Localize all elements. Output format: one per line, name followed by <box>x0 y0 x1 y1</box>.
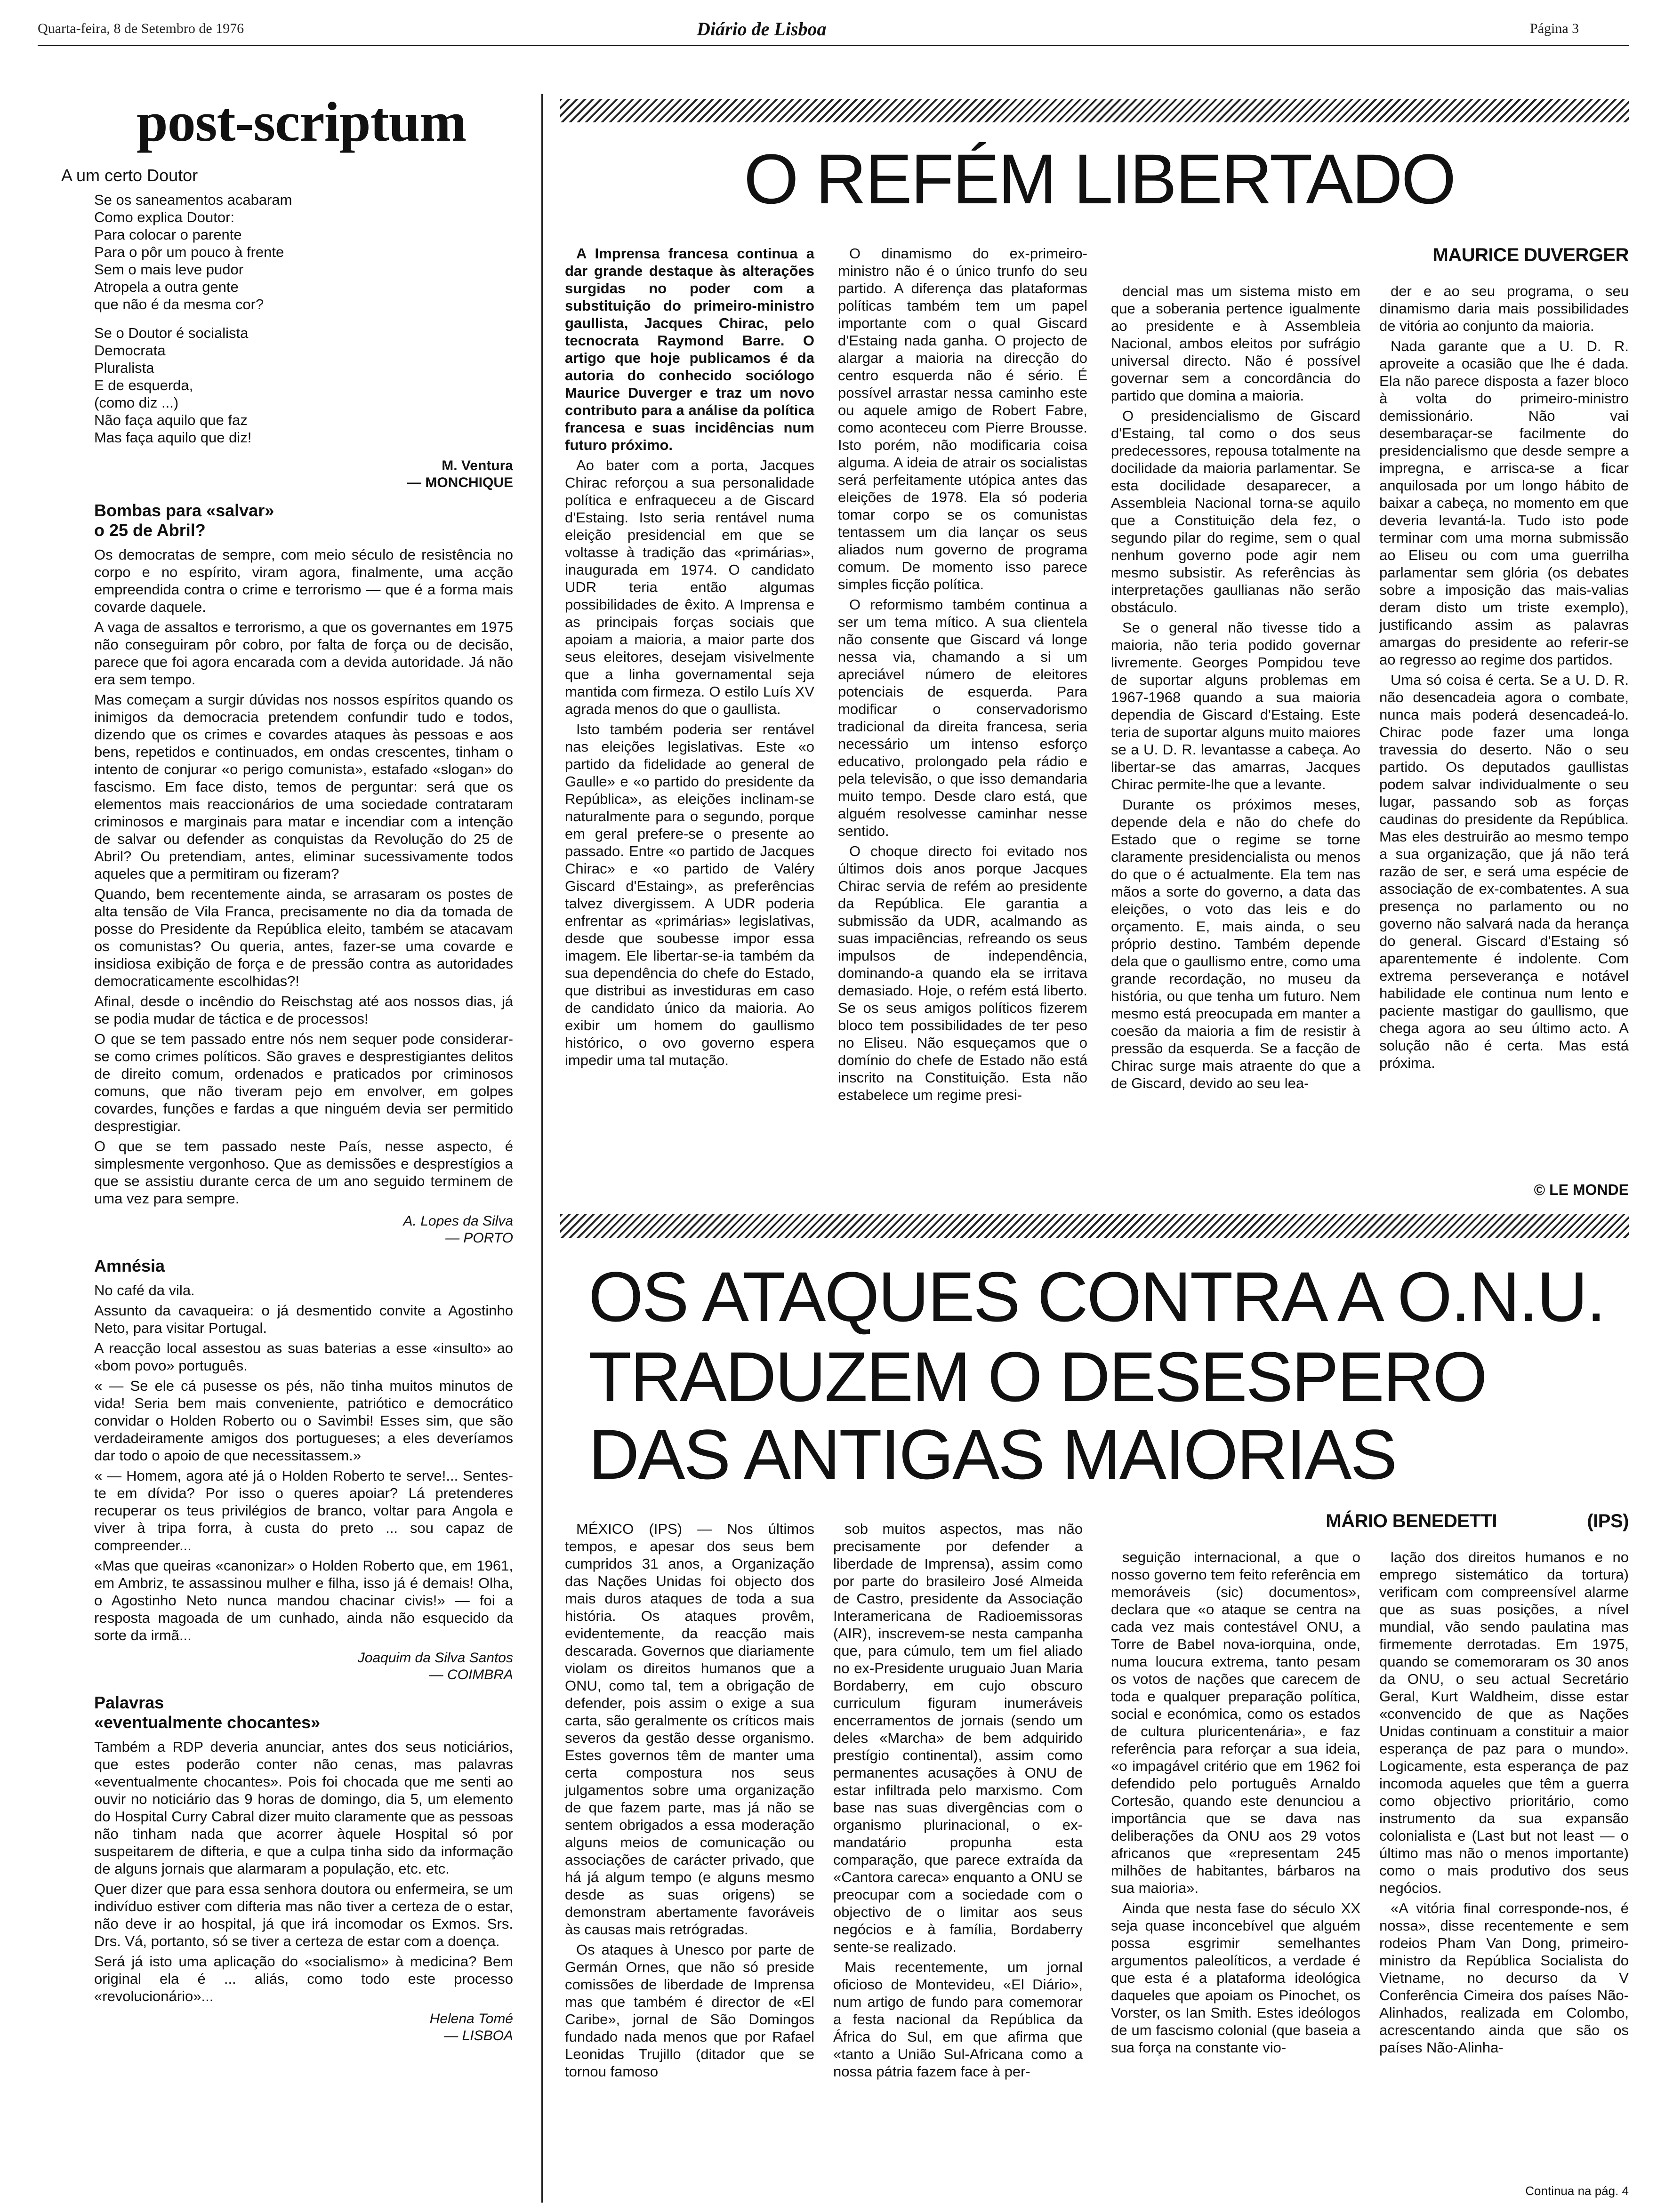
signature: A. Lopes da Silva — PORTO <box>403 1213 513 1246</box>
article-banner <box>560 1214 1629 1238</box>
paragraph: O que se tem passado entre nós nem sequer pode considerar-se como crimes políticos. São graves e desprestigiantes delitos de direito comum, ordenados e praticados por criminosos comuns, que não tiveram pejo em envolver, em golpes covardes, funções e fardas a que ninguém devia ser permitido desprestigiar. <box>94 1031 513 1134</box>
article-column <box>1111 282 1360 1095</box>
paragraph: Ao bater com a porta, Jacques Chirac reforçou a sua personalidade política e enfraqueceu a de Giscard d'Estaing. Isto seria rentável numa eleição presidencial em que se voltasse à tradição das «primárias», inaugurada em 1974. O candidato UDR teria então algumas possibilidades de êxito. A Imprensa e as principais forças sociais que apoiam a maioria, a maior parte dos seus eleitores, desejam visivelmente que a linha governamental seja mantida com firmeza. O estilo Luís XV agrada menos do que o gaullista. <box>565 457 814 717</box>
poem-stanza-1: Se os saneamentos acabaram Como explica Doutor: Para colocar o parente Para o pôr um pouco à frente Sem o mais leve pudor Atropela a outra gente que não é da mesma cor? <box>94 192 292 313</box>
paragraph: «A vitória final corresponde-nos, é nossa», disse recentemente e sem rodeios Pham Van Dong, primeiro-ministro da República Socialista do Vietname, no decurso da V Conferência Cimeira dos países Não-Alinhados, realizada em Colombo, acrescentando ainda que são os países Não-Alinha- <box>1379 1900 1629 2056</box>
letter-title: Bombas para «salvar» o 25 de Abril? <box>94 501 274 540</box>
paragraph: Mais recentemente, um jornal oficioso de Montevideu, «El Diário», num artigo de fundo para comemorar a festa nacional da República da África do Sul, em que afirma que «tanto a União Sul-Africana como a nossa pátria fazem face à per- <box>833 1959 1083 2080</box>
poem-stanza-2: Se o Doutor é socialista Democrata Pluralista E de esquerda, (como diz ...) Não faça aquilo que faz Mas faça aquilo que diz! <box>94 325 252 446</box>
article-credit: © LE MONDE <box>1534 1181 1629 1198</box>
article-column <box>838 245 1087 1106</box>
article-byline: MÁRIO BENEDETTI <box>1326 1511 1497 1531</box>
paragraph: lação dos direitos humanos e no emprego sistemático da tortura) verificam com compreensível alarme que as suas posições, a nível mundial, vão sendo paulatina mas firmemente derrotadas. Em 1975, quando se comemoraram os 30 anos da ONU, o seu actual Secretário Geral, Kurt Waldheim, disse estar «convencido de que as Nações Unidas continuam a constituir a maior esperança de paz para o mundo». Logicamente, esta esperança de paz incomoda aqueles que têm a guerra como objectivo prioritário, como instrumento da sua expansão colonialista e (Last but not least — o último mas não o menos importante) como o mais produtivo dos seus negócios. <box>1379 1549 1629 1896</box>
paragraph: der e ao seu programa, o seu dinamismo daria mais possibilidades de vitória ao conjunto da maioria. <box>1379 283 1629 334</box>
article-column <box>1379 282 1629 1074</box>
paragraph: «Mas que queiras «canonizar» o Holden Roberto que, em 1961, em Ambriz, te assassinou mulher e filha, isso já é demais! Olha, o Agostinho Neto nunca mandou chacinar civis!» — foi a resposta magoada de um cunhado, ainda não esquecido da sorte da irmã... <box>94 1557 513 1643</box>
paragraph: Durante os próximos meses, depende dela e não do chefe do Estado que o regime se torne claramente presidencialista ou menos do que o é actualmente. Ela tem nas mãos a sorte do governo, a data das eleições, o voto das leis e do orçamento. E, mais ainda, o seu próprio destino. Também depende dela que o gaullismo entre, como uma grande recordação, no museu da história, ou que tenha um futuro. Nem mesmo está preocupada em manter a coesão da maioria a fim de resistir à pressão da esquerda. Se a facção de Chirac surge mais atraente do que a de Giscard, devido ao seu lea- <box>1111 796 1360 1091</box>
letter-title: Amnésia <box>94 1256 165 1275</box>
post-scriptum-section <box>42 89 513 2044</box>
article-byline: MAURICE DUVERGER <box>1432 245 1629 265</box>
section-title: post-scriptum <box>137 90 467 153</box>
article-column <box>1379 1548 1629 2059</box>
issue-date: Quarta-feira, 8 de Setembro de 1976 <box>38 21 244 36</box>
signature: Joaquim da Silva Santos — COIMBRA <box>357 1650 513 1683</box>
paragraph: Os democratas de sempre, com meio século de resistência no corpo e no espírito, viram agora, finalmente, uma acção empreendida contra o crime e terrorismo — que é a forma mais covarde daquele. <box>94 546 513 615</box>
paragraph: Quando, bem recentemente ainda, se arrasaram os postes de alta tensão de Vila Franca, precisamente no dia da tomada de posse do Presidente da República eleito, também se atacavam os comunistas? Ou queria, antes, fazer-se uma covarde e insidiosa exibição de força e de pressão contra as autoridades democraticamente escolhidas?! <box>94 886 513 989</box>
paragraph: Quer dizer que para essa senhora doutora ou enfermeira, se um indivíduo estiver com difteria mas não tiver a certeza de o estar, não deve ir ao hospital, já que irá incomodar os Exmos. Srs. Drs. Vá, portanto, só se tiver a certeza de estar com a doença. <box>94 1881 513 1949</box>
paragraph: sob muitos aspectos, mas não precisamente por defender a liberdade de Imprensa), assim como por parte do brasileiro José Almeida de Castro, presidente da Associação Interamericana de Radioemissoras (AIR), inscrevem-se nesta campanha que, para cúmulo, tem um fiel aliado no ex-Presidente uruguaio Juan Maria Bordaberry, em cujo obscuro curriculum figuram inumeráveis encerramentos de jornais (sendo um deles «Marcha» de bem adquirido prestígio continental), assim como permanentes acusações à ONU de estar infiltrada pelo marxismo. Com base nas suas divergências com o organismo plurinacional, o ex-mandatário propunha esta comparação, que parece extraída da «Cantora careca» enquanto a ONU se preocupar com a sociedade com o objectivo de o limitar aos seus negócios e à família, Bordaberry sente-se realizado. <box>833 1521 1083 1955</box>
paragraph: « — Se ele cá pusesse os pés, não tinha muitos minutos de vida! Seria bem mais conveniente, patriótico e democrático convidar o Holden Roberto ou o Savimbi! Esses sim, que são verdadeiramente amigos dos portugueses; a eles deveríamos dar todo o apoio de que necessitassem.» <box>94 1378 513 1464</box>
article-headline-line: DAS ANTIGAS MAIORIAS <box>588 1415 1396 1494</box>
paragraph: seguição internacional, a que o nosso governo tem feito referência em memoráveis (sic) documentos», declara que «o ataque se centra na cada vez mais contestável ONU, a Torre de Babel nova-iorquina, onde, numa loucura extrema, tanto pesam os votos de nações que carecem de toda e qualquer preparação política, social e económica, como os estados de cultura pluricentenária», e faz referência para reforçar a sua ideia, «o impagável critério que em 1962 foi defendido pelo português Arnaldo Cortesão, quando este denunciou a importância que se dava nas deliberações da ONU aos 29 votos africanos que «representam 245 milhões de habitantes, bárbaros na sua maioria». <box>1111 1549 1360 1896</box>
letter-title: Palavras «eventualmente chocantes» <box>94 1693 321 1732</box>
column-divider <box>541 94 543 2203</box>
signature: Helena Tomé — LISBOA <box>429 2011 513 2044</box>
article-column <box>833 1520 1083 2083</box>
article-banner <box>560 99 1629 122</box>
paragraph: Nada garante que a U. D. R. aproveite a ocasião que lhe é dada. Ela não parece disposta a fazer bloco à volta do primeiro-ministro demissionário. Não vai desembaraçar-se facilmente do presidencialismo que desde sempre a impregna, e arrisca-se a ficar anquilosada por um longo hábito de baixar a cabeça, no momento em que deveria levantá-la. Tudo isto pode terminar com uma morna submissão ao Eliseu ou com uma guerrilha parlamentar sem glória (os debates sobre a imposição das mais-valias deram disto um triste exemplo), justificando assim as palavras amargas do presidente ao referir-se ao regresso ao regime dos partidos. <box>1379 338 1629 668</box>
paragraph: A reacção local assestou as suas baterias a esse «insulto» ao «bom povo» português. <box>94 1340 513 1374</box>
header-rule <box>38 45 1629 46</box>
poem-title: A um certo Doutor <box>61 166 198 185</box>
paragraph: MÉXICO (IPS) — Nos últimos tempos, e apesar dos seus bem cumpridos 31 anos, a Organização das Nações Unidas foi objecto dos mais duros ataques de toda a sua história. Os ataques provêm, evidentemente, da reacção mais descarada. Governos que diariamente violam os direitos humanos que a ONU, como tal, tem a obrigação de defender, pois assim o exige a sua carta, são geralmente os críticos mais severos da gestão desse organismo. Estes governos têm de manter uma certa compostura nos seus julgamentos sobre uma organização de que fazem parte, mas já não se sentem obrigados a essa moderação alguns meios de comunicação ou associações de carácter privado, que há já algum tempo (e alguns mesmo desde as suas origens) se demonstram abertamente favoráveis às causas mais retrógradas. <box>565 1521 814 1938</box>
article-column <box>1111 1548 1360 2059</box>
article-column <box>565 245 814 1072</box>
letter-body <box>94 1738 513 2005</box>
article-headline: O REFÉM LIBERTADO <box>744 139 1455 218</box>
paragraph: O presidencialismo de Giscard d'Estaing, tal como o dos seus predecessores, repousa totalmente na docilidade da maioria parlamentar. Se esta docilidade desaparecer, a Assembleia Nacional torna-se aquilo que a Constituição dela fez, o segundo pilar do regime, sem o qual nenhum governo pode agir nem mesmo subsistir. As referências às interpretações gaullianas não serão obstáculo. <box>1111 408 1360 616</box>
paragraph: O reformismo também continua a ser um tema mítico. A sua clientela não consente que Giscard vá longe nessa via, chamando a si um apreciável número de eleitores potenciais de esquerda. Para modificar o conservadorismo tradicional da direita francesa, seria necessário um intenso esforço educativo, prolongado pela rádio e pela televisão, o que isso demandaria muito tempo. Desde claro está, que alguém resolvesse caminhar nesse sentido. <box>838 596 1087 839</box>
article-column <box>565 1520 814 2083</box>
article-headline-line: OS ATAQUES CONTRA A O.N.U. <box>588 1257 1605 1336</box>
paragraph: Os ataques à Unesco por parte de Germán Ornes, que não só preside comissões de liberdade de Imprensa mas que também é director de «El Caribe», jornal de São Domingos fundado nada menos que por Rafael Leonidas Trujillo (ditador que se tornou famoso <box>565 1941 814 2080</box>
article-agency: (IPS) <box>1587 1511 1629 1531</box>
paragraph: Será já isto uma aplicação do «socialismo» à medicina? Bem original ela é ... aliás, como todo este processo «revolucionário»... <box>94 1953 513 2004</box>
letter-body <box>94 1282 513 1644</box>
paragraph: A Imprensa francesa continua a dar grande destaque às alterações surgidas no poder com a substituição do primeiro-ministro gaullista, Jacques Chirac, pelo tecnocrata Raymond Barre. O artigo que hoje publicamos é da autoria do conhecido sociólogo Maurice Duverger e traz um novo contributo para a análise da política francesa e suas incidências num futuro próximo. <box>565 245 814 453</box>
masthead: Diário de Lisboa <box>697 18 827 40</box>
paragraph: « — Homem, agora até já o Holden Roberto te serve!... Sentes-te em dívida? Por isso o queres apoiar? Lá pretenderes recuperar os teus privilégios de branco, voltar para Angola e viver à tripa forra, à custa do preto ... sou capaz de compreender... <box>94 1467 513 1554</box>
paragraph: dencial mas um sistema misto em que a soberania pertence igualmente ao presidente e à Assembleia Nacional, ambos eleitos por sufrágio universal directo. Não é possível governar sem a concordância do partido que domina a maioria. <box>1111 283 1360 404</box>
paragraph: Mas começam a surgir dúvidas nos nossos espíritos quando os inimigos da democracia pretendem confundir tudo e todos, dizendo que os crimes e covardes ataques às pessoas e aos bens, repetidos e continuados, em ondas crescentes, tinham o intento de conjurar «o perigo comunista», estafado «slogan» do fascismo. Em face disto, temos de perguntar: será que os elementos mais reaccionários de uma sociedade contrataram criminosos e marginais para matar e incendiar com a intenção de salvar ou defender as conquistas da Revolução do 25 de Abril? Ou pretendiam, antes, eliminar sucessivamente todos aqueles que a permitiram ou fizeram? <box>94 691 513 882</box>
paragraph: Assunto da cavaqueira: o já desmentido convite a Agostinho Neto, para visitar Portugal. <box>94 1302 513 1336</box>
paragraph: Isto também poderia ser rentável nas eleições legislativas. Este «o partido da fidelidade ao general de Gaulle» e «o partido do presidente da República», as eleições inclinam-se naturalmente para o segundo, porque em geral prefere-se o presente ao passado. Entre «o partido de Jacques Chirac» e «o partido de Valéry Giscard d'Estaing», as preferências talvez divergissem. A UDR poderia enfrentar as «primárias» legislativas, desde que soubesse impor essa imagem. Ele libertar-se-ia também da sua dependência do chefe do Estado, que distribui as investiduras em caso de candidato único da maioria. Ao exibir um homem do gaullismo histórico, o ovo governo espera impedir uma tal mutação. <box>565 721 814 1068</box>
paragraph: O dinamismo do ex-primeiro-ministro não é o único trunfo do seu partido. A diferença das plataformas políticas também tem um papel importante com o qual Giscard d'Estaing nada ganha. O projecto de alargar a maioria na direcção do centro esquerda não é sério. É possível arrastar nessa caminho este ou aquele amigo de Robert Fabre, como aconteceu com Pierre Brousse. Isto porém, não modificaria coisa alguma. A ideia de atrair os socialistas será perfeitamente utópica antes das eleições de 1978. Ela só poderia tomar corpo se os comunistas tentassem um dia lançar os seus aliados num governo de programa comum. De momento isso parece simples ficção política. <box>838 245 1087 593</box>
letter-body <box>94 546 513 1207</box>
paragraph: Uma só coisa é certa. Se a U. D. R. não desencadeia agora o combate, nunca mais poderá desencadeá-lo. Chirac pode fazer uma longa travessia do deserto. Não o seu partido. Os deputados gaullistas podem salvar individualmente o seu lugar, passando sob as forças caudinas do presidente da República. Mas eles destruirão ao mesmo tempo a sua organização, que já não terá razão de ser, e será uma espécie de associação de ex-combatentes. A sua presença no parlamento ou no governo não salvará nada da herança do general. Giscard d'Estaing só aparentemente é indolente. Com extrema perseverança e notável habilidade ele continua num lento e paciente mastigar do gaullismo, que chega agora ao seu último acto. A solução não é certa. Mas está próxima. <box>1379 672 1629 1071</box>
signature: M. Ventura — MONCHIQUE <box>407 458 513 490</box>
paragraph: Afinal, desde o incêndio do Reischstag até aos nossos dias, já se podia mudar de táctica e de processos! <box>94 993 513 1027</box>
paragraph: No café da vila. <box>94 1282 195 1298</box>
paragraph: A vaga de assaltos e terrorismo, a que os governantes em 1975 não conseguiram pôr cobro, por falta de força ou de decisão, parece que foi agora encarada com a devida autoridade. Já não era sem tempo. <box>94 619 513 688</box>
page-number: Página 3 <box>1530 21 1579 36</box>
continuation-note: Continua na pág. 4 <box>1525 2184 1629 2198</box>
paragraph: Se o general não tivesse tido a maioria, não teria podido governar livremente. Georges Pompidou teve de suportar alguns problemas em 1967-1968 quando a sua maioria dependia de Giscard d'Estaing. Este teria de suportar alguns muito maiores se a U. D. R. levantasse a cabeça. Ao libertar-se das amarras, Jacques Chirac permite-lhe que a levante. <box>1111 619 1360 793</box>
paragraph: O choque directo foi evitado nos últimos dois anos porque Jacques Chirac servia de refém ao presidente da República. Ele garantia a submissão da UDR, acalmando as suas impaciências, refreando os seus impulsos de independência, dominando-a quando ela se irritava demasiado. Hoje, o refém está liberto. Se os seus amigos políticos fizerem bloco tem possibilidades de ter peso no Eliseu. Não esqueçamos que o domínio do chefe de Estado não está inscrito na Constituição. Esta não estabelece um regime presi- <box>838 843 1087 1103</box>
paragraph: Ainda que nesta fase do século XX seja quase inconcebível que alguém possa esgrimir semelhantes argumentos paleolíticos, a verdade é que esta é a plataforma ideológica daqueles que apoiam os Pinochet, os Vorster, os Ian Smith. Estes ideólogos de um fascismo colonial (que baseia a sua força na constante vio- <box>1111 1900 1360 2056</box>
article-headline-line: TRADUZEM O DESESPERO <box>588 1337 1486 1416</box>
paragraph: Também a RDP deveria anunciar, antes dos seus noticiários, que estes poderão conter não cenas, mas palavras «eventualmente chocantes». Pois foi chocada que me senti ao ouvir no noticiário das 9 horas de domingo, dia 5, um elemento do Hospital Curry Cabral dizer muito claramente que as pessoas não tinham nada que acorrer àquele Hospital só por suspeitarem de difteria, e que a culpa tinha sido da informação de alguns jornais que alarmaram a população, etc. etc. <box>94 1739 513 1877</box>
paragraph: O que se tem passado neste País, nesse aspecto, é simplesmente vergonhoso. Que as demissões e desprestígios a que se assistiu durante cerca de um ano seguido terminem de uma vez para sempre. <box>94 1138 513 1207</box>
